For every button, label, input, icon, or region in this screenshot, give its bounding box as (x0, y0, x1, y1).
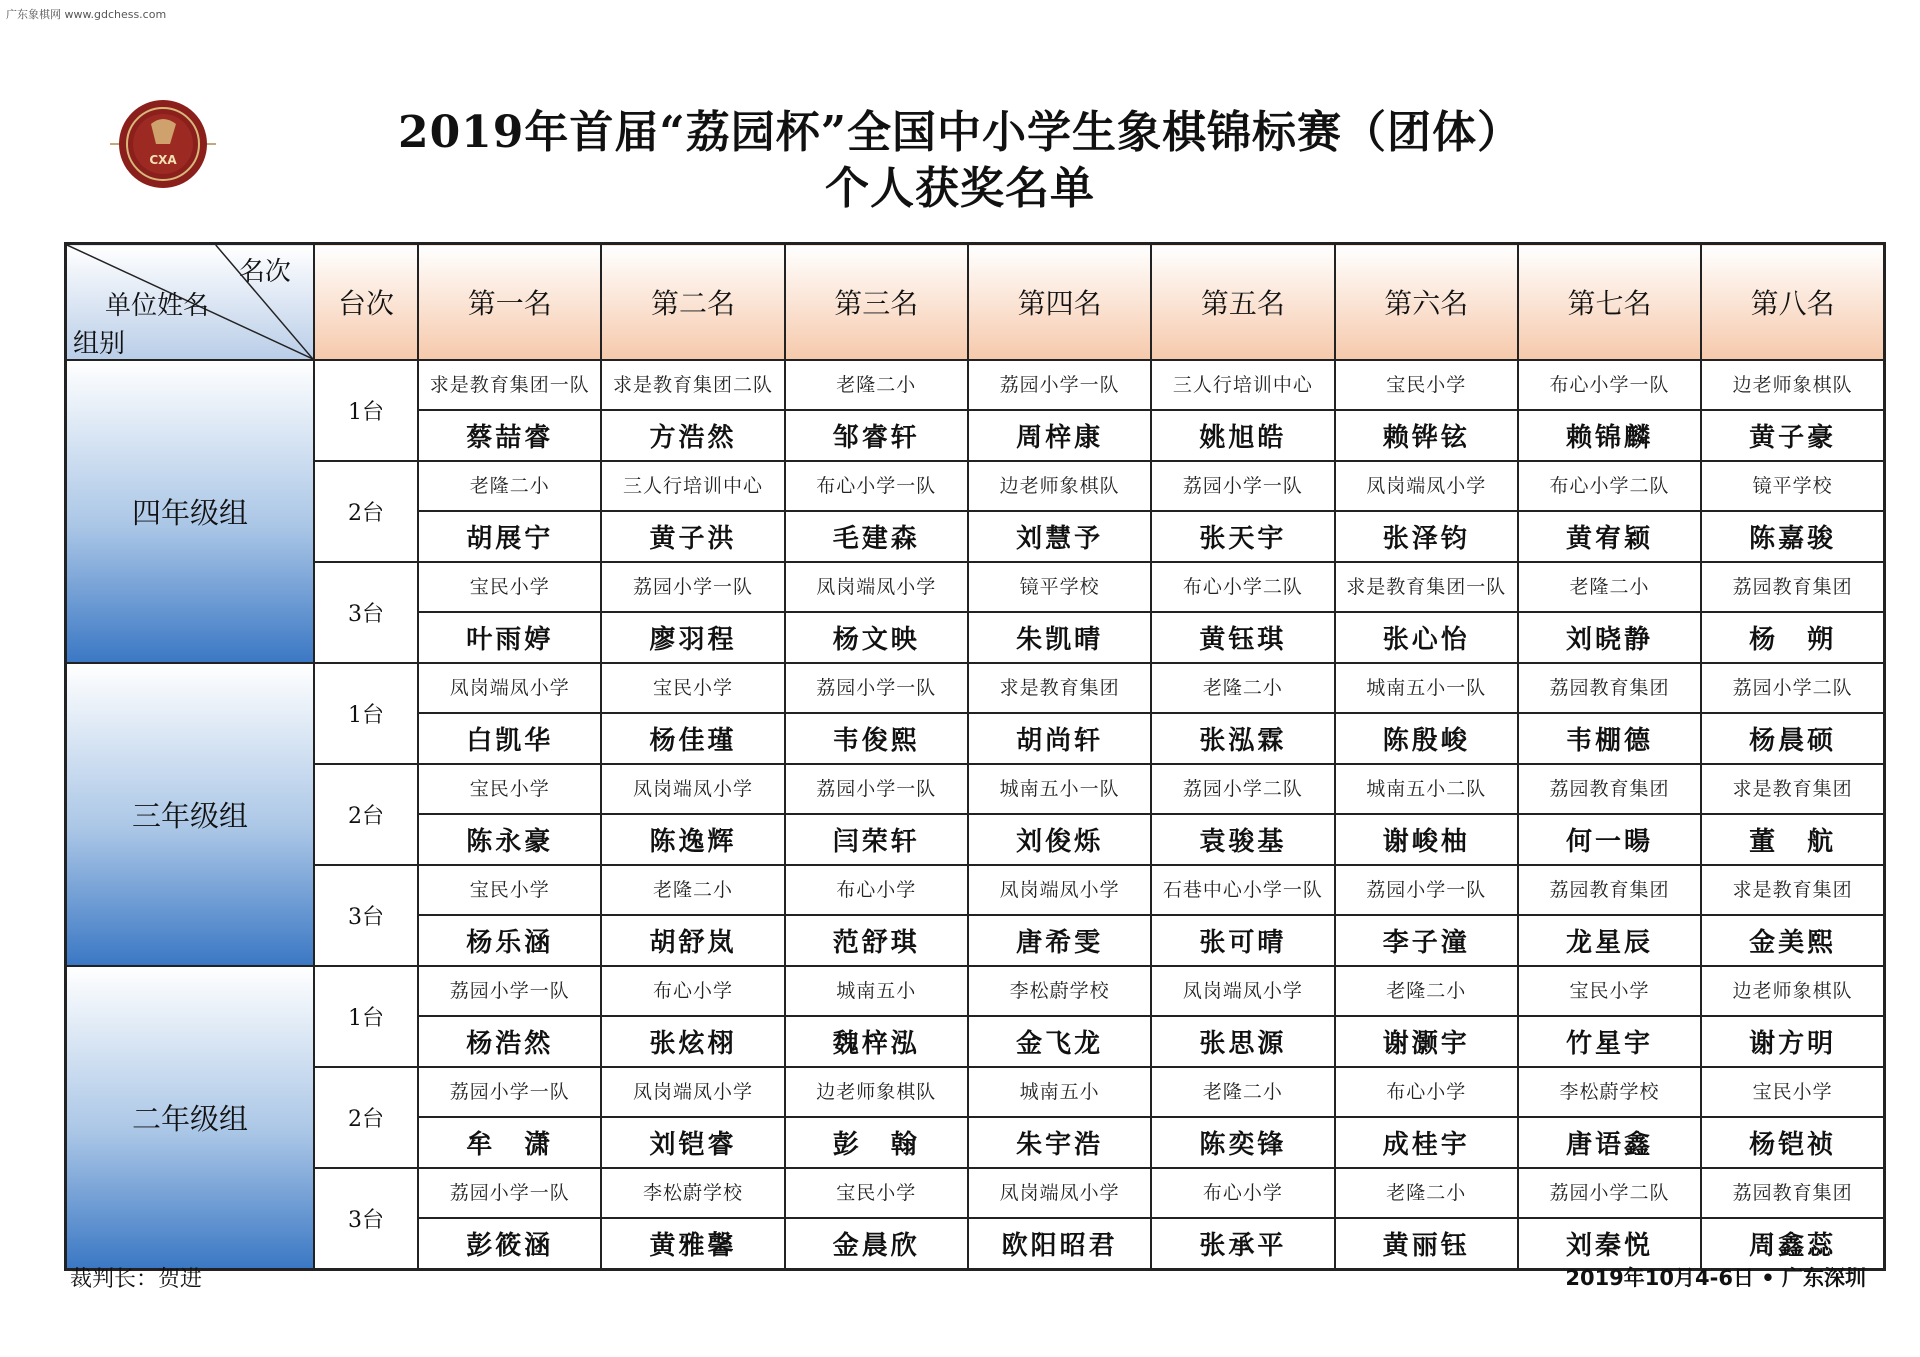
school-row (66, 663, 1885, 713)
school-cell: 求是教育集团一队 (418, 360, 601, 410)
player-name-cell: 赖锦麟 (1518, 410, 1701, 461)
school-row (66, 360, 1885, 410)
school-cell: 老隆二小 (785, 360, 968, 410)
player-name-cell: 白凯华 (418, 713, 601, 764)
corner-group-label: 组别 (73, 329, 126, 359)
school-cell: 城南五小二队 (1335, 764, 1518, 814)
player-name-cell: 黄丽钰 (1335, 1218, 1518, 1270)
player-name-cell: 彭筱涵 (418, 1218, 601, 1270)
player-name-cell: 杨浩然 (418, 1016, 601, 1067)
school-row (66, 562, 1885, 612)
school-cell: 荔园小学一队 (968, 360, 1151, 410)
school-cell: 李松蔚学校 (968, 966, 1151, 1016)
player-name-cell: 张思源 (1151, 1016, 1334, 1067)
player-name-cell: 何一暘 (1518, 814, 1701, 865)
school-cell: 凤岗端凤小学 (418, 663, 601, 713)
header-rank-1: 第一名 (418, 244, 601, 361)
header-rank-6: 第六名 (1335, 244, 1518, 361)
school-cell: 老隆二小 (1151, 663, 1334, 713)
player-name-cell: 彭 翰 (785, 1117, 968, 1168)
player-name-cell: 刘晓静 (1518, 612, 1701, 663)
school-cell: 宝民小学 (418, 562, 601, 612)
player-name-cell: 金美熙 (1701, 915, 1884, 966)
school-cell: 荔园小学一队 (1151, 461, 1334, 511)
school-cell: 荔园教育集团 (1518, 764, 1701, 814)
player-name-cell: 张泓霖 (1151, 713, 1334, 764)
school-cell: 凤岗端凤小学 (968, 865, 1151, 915)
school-cell: 求是教育集团 (1701, 764, 1884, 814)
player-name-cell: 黄子洪 (601, 511, 784, 562)
player-name-cell: 杨 朔 (1701, 612, 1884, 663)
school-cell: 凤岗端凤小学 (785, 562, 968, 612)
school-row (66, 764, 1885, 814)
school-cell: 老隆二小 (1335, 1168, 1518, 1218)
player-name-cell: 黄雅馨 (601, 1218, 784, 1270)
school-cell: 宝民小学 (1518, 966, 1701, 1016)
board-label: 1台 (314, 360, 418, 461)
player-name-cell: 蔡喆睿 (418, 410, 601, 461)
header-rank-3: 第三名 (785, 244, 968, 361)
school-cell: 城南五小 (785, 966, 968, 1016)
school-cell: 老隆二小 (601, 865, 784, 915)
board-label: 3台 (314, 865, 418, 966)
school-cell: 求是教育集团 (1701, 865, 1884, 915)
corner-rank-label: 名次 (238, 257, 291, 287)
player-name-cell: 陈逸辉 (601, 814, 784, 865)
player-name-cell: 陈嘉骏 (1701, 511, 1884, 562)
header-rank-4: 第四名 (968, 244, 1151, 361)
board-label: 2台 (314, 461, 418, 562)
school-cell: 凤岗端凤小学 (601, 1067, 784, 1117)
school-cell: 边老师象棋队 (785, 1067, 968, 1117)
player-name-cell: 龙星辰 (1518, 915, 1701, 966)
board-label: 3台 (314, 1168, 418, 1270)
table-body (66, 360, 1885, 1270)
school-cell: 荔园小学二队 (1701, 663, 1884, 713)
school-cell: 布心小学 (1335, 1067, 1518, 1117)
player-name-cell: 张承平 (1151, 1218, 1334, 1270)
player-name-cell: 袁骏基 (1151, 814, 1334, 865)
school-cell: 李松蔚学校 (1518, 1067, 1701, 1117)
school-cell: 凤岗端凤小学 (1335, 461, 1518, 511)
player-name-cell: 叶雨婷 (418, 612, 601, 663)
player-name-cell: 朱凯晴 (968, 612, 1151, 663)
player-name-cell: 董 航 (1701, 814, 1884, 865)
player-name-cell: 韦俊熙 (785, 713, 968, 764)
school-cell: 荔园教育集团 (1701, 562, 1884, 612)
corner-unit-name-label: 单位姓名 (105, 291, 210, 321)
board-label: 1台 (314, 663, 418, 764)
school-cell: 李松蔚学校 (601, 1168, 784, 1218)
school-cell: 布心小学二队 (1151, 562, 1334, 612)
school-cell: 荔园小学一队 (1335, 865, 1518, 915)
player-name-cell: 韦棚德 (1518, 713, 1701, 764)
school-cell: 边老师象棋队 (968, 461, 1151, 511)
player-name-cell: 欧阳昭君 (968, 1218, 1151, 1270)
player-name-cell: 闫荣轩 (785, 814, 968, 865)
player-name-cell: 胡尚轩 (968, 713, 1151, 764)
school-cell: 宝民小学 (1701, 1067, 1884, 1117)
player-name-cell: 成桂宇 (1335, 1117, 1518, 1168)
referee-text: 裁判长：贺进 (70, 1267, 203, 1292)
player-name-cell: 谢方明 (1701, 1016, 1884, 1067)
school-cell: 荔园教育集团 (1518, 663, 1701, 713)
player-name-cell: 金飞龙 (968, 1016, 1151, 1067)
player-name-cell: 范舒琪 (785, 915, 968, 966)
school-cell: 城南五小一队 (968, 764, 1151, 814)
group-label: 二年级组 (66, 966, 314, 1270)
school-cell: 荔园小学一队 (601, 562, 784, 612)
header-row (66, 244, 1885, 361)
school-cell: 三人行培训中心 (1151, 360, 1334, 410)
player-name-cell: 杨文映 (785, 612, 968, 663)
school-cell: 荔园小学一队 (418, 1067, 601, 1117)
school-cell: 荔园小学二队 (1518, 1168, 1701, 1218)
school-cell: 老隆二小 (418, 461, 601, 511)
school-cell: 布心小学 (1151, 1168, 1334, 1218)
player-name-cell: 胡舒岚 (601, 915, 784, 966)
school-cell: 求是教育集团一队 (1335, 562, 1518, 612)
school-cell: 荔园教育集团 (1518, 865, 1701, 915)
school-cell: 边老师象棋队 (1701, 966, 1884, 1016)
player-name-cell: 刘慧予 (968, 511, 1151, 562)
header-rank-2: 第二名 (601, 244, 784, 361)
school-cell: 石巷中心小学一队 (1151, 865, 1334, 915)
school-cell: 布心小学 (601, 966, 784, 1016)
player-name-cell: 金晨欣 (785, 1218, 968, 1270)
school-cell: 城南五小 (968, 1067, 1151, 1117)
school-cell: 凤岗端凤小学 (601, 764, 784, 814)
school-row (66, 865, 1885, 915)
player-name-cell: 杨乐涵 (418, 915, 601, 966)
player-name-cell: 牟 潇 (418, 1117, 601, 1168)
school-cell: 三人行培训中心 (601, 461, 784, 511)
player-name-cell: 邹睿轩 (785, 410, 968, 461)
school-cell: 宝民小学 (601, 663, 784, 713)
school-cell: 荔园小学二队 (1151, 764, 1334, 814)
player-name-cell: 张天宇 (1151, 511, 1334, 562)
header-rank-7: 第七名 (1518, 244, 1701, 361)
player-name-cell: 张炫栩 (601, 1016, 784, 1067)
player-name-cell: 陈殷峻 (1335, 713, 1518, 764)
school-cell: 宝民小学 (418, 865, 601, 915)
player-name-cell: 刘秦悦 (1518, 1218, 1701, 1270)
corner-header-cell (66, 244, 314, 361)
date-place-text: 2019年10月4-6日 • 广东深圳 (1565, 1266, 1866, 1290)
school-cell: 边老师象棋队 (1701, 360, 1884, 410)
school-cell: 布心小学二队 (1518, 461, 1701, 511)
player-name-cell: 黄钰琪 (1151, 612, 1334, 663)
school-row (66, 1168, 1885, 1218)
player-name-cell: 姚旭皓 (1151, 410, 1334, 461)
group-label: 三年级组 (66, 663, 314, 966)
player-name-cell: 魏梓泓 (785, 1016, 968, 1067)
player-name-cell: 刘铠睿 (601, 1117, 784, 1168)
group-label: 四年级组 (66, 360, 314, 663)
player-name-cell: 方浩然 (601, 410, 784, 461)
header-rank-8: 第八名 (1701, 244, 1884, 361)
school-cell: 老隆二小 (1151, 1067, 1334, 1117)
school-cell: 镜平学校 (968, 562, 1151, 612)
school-cell: 荔园教育集团 (1701, 1168, 1884, 1218)
school-cell: 荔园小学一队 (418, 966, 601, 1016)
player-name-cell: 刘俊烁 (968, 814, 1151, 865)
player-name-cell: 张泽钧 (1335, 511, 1518, 562)
player-name-cell: 张心怡 (1335, 612, 1518, 663)
school-cell: 荔园小学一队 (785, 764, 968, 814)
board-label: 3台 (314, 562, 418, 663)
player-name-cell: 陈永豪 (418, 814, 601, 865)
school-cell: 布心小学一队 (1518, 360, 1701, 410)
school-cell: 求是教育集团二队 (601, 360, 784, 410)
school-cell: 宝民小学 (418, 764, 601, 814)
page-subtitle: 个人获奖名单 (825, 163, 1095, 214)
board-label: 2台 (314, 1067, 418, 1168)
school-row (66, 1067, 1885, 1117)
player-name-cell: 竹星宇 (1518, 1016, 1701, 1067)
player-name-cell: 黄宥颖 (1518, 511, 1701, 562)
player-name-cell: 陈奕锋 (1151, 1117, 1334, 1168)
player-name-cell: 张可晴 (1151, 915, 1334, 966)
player-name-cell: 唐希雯 (968, 915, 1151, 966)
watermark-text: 广东象棋网 www.gdchess.com (6, 8, 167, 21)
player-name-cell: 周梓康 (968, 410, 1151, 461)
school-cell: 宝民小学 (785, 1168, 968, 1218)
school-cell: 凤岗端凤小学 (1151, 966, 1334, 1016)
school-row (66, 461, 1885, 511)
header-board: 台次 (314, 244, 418, 361)
player-name-cell: 廖羽程 (601, 612, 784, 663)
player-name-cell: 唐语鑫 (1518, 1117, 1701, 1168)
player-name-cell: 杨铠祯 (1701, 1117, 1884, 1168)
school-cell: 镜平学校 (1701, 461, 1884, 511)
page-title: 2019年首届“荔园杯”全国中小学生象棋锦标赛（团体） (397, 107, 1523, 158)
awards-table (64, 242, 1886, 1271)
school-cell: 布心小学一队 (785, 461, 968, 511)
school-cell: 求是教育集团 (968, 663, 1151, 713)
school-cell: 宝民小学 (1335, 360, 1518, 410)
header-rank-5: 第五名 (1151, 244, 1334, 361)
school-cell: 老隆二小 (1335, 966, 1518, 1016)
player-name-cell: 朱宇浩 (968, 1117, 1151, 1168)
player-name-cell: 谢灏宇 (1335, 1016, 1518, 1067)
player-name-cell: 黄子豪 (1701, 410, 1884, 461)
player-name-cell: 谢峻柚 (1335, 814, 1518, 865)
player-name-cell: 杨晨硕 (1701, 713, 1884, 764)
school-cell: 凤岗端凤小学 (968, 1168, 1151, 1218)
player-name-cell: 毛建森 (785, 511, 968, 562)
school-cell: 荔园小学一队 (785, 663, 968, 713)
school-cell: 荔园小学一队 (418, 1168, 601, 1218)
player-name-cell: 李子潼 (1335, 915, 1518, 966)
board-label: 2台 (314, 764, 418, 865)
player-name-cell: 胡展宁 (418, 511, 601, 562)
player-name-cell: 杨佳瑾 (601, 713, 784, 764)
school-row (66, 966, 1885, 1016)
school-cell: 布心小学 (785, 865, 968, 915)
school-cell: 老隆二小 (1518, 562, 1701, 612)
player-name-cell: 赖铧铉 (1335, 410, 1518, 461)
player-name-cell: 周鑫蕊 (1701, 1218, 1884, 1270)
school-cell: 城南五小一队 (1335, 663, 1518, 713)
logo-text: CXA (149, 153, 177, 167)
board-label: 1台 (314, 966, 418, 1067)
